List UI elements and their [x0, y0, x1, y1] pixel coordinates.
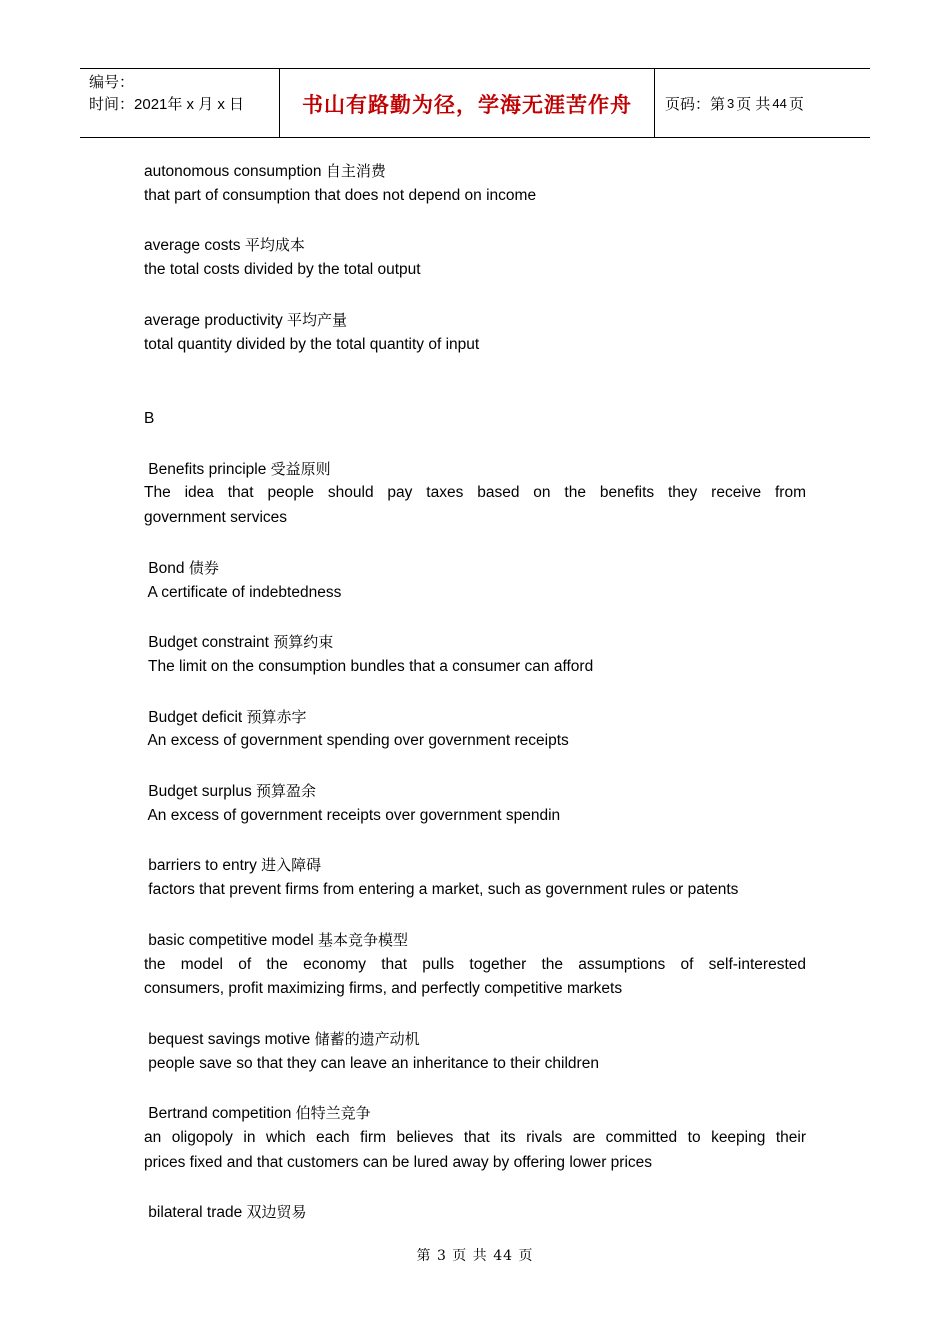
- glossary-entry: [144, 853, 806, 903]
- entry-definition: an oligopoly in which each firm believes that its rivals are committed to keeping their: [144, 1129, 806, 1147]
- entry-definition: total quantity divided by the total quantity of input: [144, 335, 480, 353]
- entry-definition: the total costs divided by the total output: [144, 261, 421, 279]
- entry-definition: factors that prevent firms from entering a market, such as government rules or patents: [144, 881, 739, 899]
- entry-definition: the model of the economy that pulls together the assumptions of self-interested: [144, 955, 806, 973]
- page-header: [80, 68, 870, 138]
- entry-definition-cont: consumers, profit maximizing firms, and perfectly competitive markets: [144, 980, 623, 998]
- entry-term: bequest savings motive: [144, 1030, 315, 1048]
- section-letter: B: [144, 409, 155, 427]
- glossary-entry: [144, 457, 806, 531]
- entry-definition-cont: prices fixed and that customers can be lured away by offering lower prices: [144, 1153, 653, 1171]
- glossary-entry: [144, 556, 806, 606]
- header-page-info: [655, 69, 870, 137]
- entry-term: Budget deficit: [144, 708, 247, 726]
- entry-definition-cont: government services: [144, 509, 288, 527]
- glossary-entry: [144, 630, 806, 680]
- year: 2021: [134, 96, 168, 113]
- entry-term: Bertrand competition: [144, 1105, 296, 1123]
- motto: 书山有路勤为径，学海无涯苦作舟: [302, 94, 632, 117]
- entry-chinese: 预算盈余: [256, 781, 317, 800]
- glossary-entry: [144, 308, 806, 358]
- entry-term: Budget constraint: [144, 634, 274, 652]
- page-label: 页码：第: [665, 95, 726, 113]
- entry-chinese: 平均成本: [244, 236, 305, 255]
- entry-chinese: 伯特兰竞争: [295, 1104, 371, 1123]
- entry-term: average productivity: [144, 311, 288, 329]
- entry-term: Benefits principle: [144, 460, 271, 478]
- entry-term: Bond: [144, 559, 189, 577]
- entry-chinese: 债券: [188, 558, 219, 577]
- glossary-entry: [144, 1200, 806, 1225]
- entry-chinese: 进入障碍: [261, 856, 322, 875]
- glossary-entry: [144, 233, 806, 283]
- glossary-entry: [144, 1101, 806, 1175]
- date-rest: 年 x 月 x 日: [167, 96, 245, 113]
- entry-chinese: 受益原则: [270, 459, 331, 478]
- entry-definition: A certificate of indebtedness: [144, 583, 342, 601]
- time-label: 时间：: [89, 96, 135, 113]
- entry-definition: people save so that they can leave an inheritance to their children: [144, 1054, 599, 1072]
- entry-term: autonomous consumption: [144, 163, 326, 180]
- glossary-content: [144, 159, 806, 1225]
- entry-term: average costs: [144, 237, 245, 255]
- entry-term: basic competitive model: [144, 931, 319, 949]
- entry-definition: The idea that people should pay taxes based on the benefits they receive from: [144, 484, 806, 502]
- page-total: 44: [772, 95, 787, 111]
- entry-chinese: 双边贸易: [246, 1203, 307, 1222]
- entry-term: barriers to entry: [144, 857, 262, 875]
- entry-chinese: 储蓄的遗产动机: [314, 1029, 420, 1048]
- header-meta: [80, 69, 280, 137]
- entry-definition: An excess of government spending over government receipts: [144, 732, 569, 750]
- glossary-entry: [144, 1027, 806, 1077]
- page-end-label: 页: [788, 95, 804, 113]
- entry-chinese: 基本竞争模型: [318, 930, 409, 949]
- glossary-entry: [144, 928, 806, 1002]
- page-mid-label: 页 共: [736, 95, 771, 113]
- serial-label: 编号：: [89, 74, 135, 91]
- entry-chinese: 预算赤字: [246, 707, 307, 726]
- entry-definition: An excess of government receipts over government spendin: [144, 806, 561, 824]
- header-motto-cell: [280, 69, 655, 137]
- entry-chinese: 平均产量: [287, 310, 348, 329]
- glossary-entry: [144, 705, 806, 755]
- page-footer: 第 3 页 共 44 页: [416, 1248, 534, 1264]
- entry-definition: The limit on the consumption bundles that a consumer can afford: [144, 657, 594, 675]
- entry-chinese: 预算约束: [273, 633, 334, 652]
- entry-term: bilateral trade: [144, 1204, 247, 1222]
- page-number: 3: [727, 95, 735, 111]
- entry-definition: that part of consumption that does not depend on income: [144, 186, 537, 204]
- date-line: [89, 94, 279, 116]
- glossary-entry: [144, 779, 806, 829]
- glossary-entry: [144, 159, 806, 209]
- entry-term: Budget surplus: [144, 782, 257, 800]
- entry-chinese: 自主消费: [325, 162, 386, 180]
